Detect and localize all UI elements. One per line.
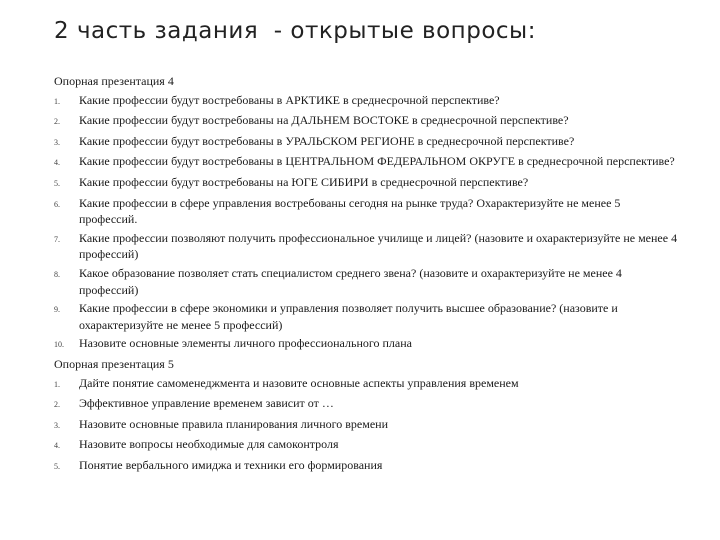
list-item — [54, 230, 679, 263]
item-number: 8. — [54, 269, 60, 279]
list-item — [54, 395, 679, 414]
item-text: Какие профессии будут востребованы в АРКТИКЕ в среднесрочной перспективе? — [79, 92, 500, 107]
section-presentation-5 — [54, 356, 679, 476]
item-text: Дайте понятие самоменеджмента и назовите основные аспекты управления временем — [79, 375, 519, 390]
item-text: Какие профессии будут востребованы на ДАЛЬНЕМ ВОСТОКЕ в среднесрочной перспективе? — [79, 113, 569, 128]
item-number: 5. — [54, 178, 60, 188]
list-item — [54, 457, 679, 476]
item-text: Назовите вопросы необходимые для самоконтроля — [79, 437, 339, 452]
item-text: Какие профессии в сфере экономики и управления позволяет получить высшее образование? (назовите и охарактеризуйте не менее 5 профессий) — [79, 301, 618, 332]
list-item — [54, 112, 679, 131]
item-text: Какие профессии в сфере управления востребованы сегодня на рынке труда? Охарактеризуйте не менее 5 профессий. — [79, 195, 621, 227]
item-number: 4. — [54, 441, 60, 451]
slide-title: 2 часть задания - открытые вопросы: — [54, 18, 536, 44]
item-text: Какие профессии будут востребованы в УРАЛЬСКОМ РЕГИОНЕ в среднесрочной перспективе? — [79, 133, 575, 148]
list-item — [54, 265, 679, 298]
list-item — [54, 436, 679, 455]
item-number: 1. — [54, 379, 60, 389]
item-number: 6. — [54, 199, 60, 209]
item-number: 10. — [54, 340, 64, 350]
item-text: Назовите основные элементы личного профессионального плана — [79, 336, 412, 351]
item-text: Какие профессии будут востребованы на ЮГЕ СИБИРИ в среднесрочной перспективе? — [79, 174, 529, 189]
question-list — [54, 92, 679, 354]
item-number: 2. — [54, 400, 60, 410]
item-text: Какие профессии будут востребованы в ЦЕНТРАЛЬНОМ ФЕДЕРАЛЬНОМ ОКРУГЕ в среднесрочной перспективе? — [79, 154, 675, 169]
item-number: 4. — [54, 158, 60, 168]
question-list — [54, 375, 679, 476]
section-heading: Опорная презентация 5 — [54, 356, 174, 371]
list-item — [54, 416, 679, 435]
item-number: 3. — [54, 137, 60, 147]
item-text: Назовите основные правила планирования личного времени — [79, 416, 389, 431]
item-number: 9. — [54, 305, 60, 315]
list-item — [54, 195, 679, 228]
item-number: 7. — [54, 234, 60, 244]
section-heading: Опорная презентация 4 — [54, 74, 174, 88]
item-text: Понятие вербального имиджа и техники его формирования — [79, 457, 383, 472]
item-number: 5. — [54, 461, 60, 471]
list-item — [54, 300, 679, 333]
list-item — [54, 335, 679, 354]
slide-content — [54, 73, 679, 477]
list-item — [54, 174, 679, 193]
list-item — [54, 133, 679, 152]
section-presentation-4 — [54, 73, 679, 354]
list-item — [54, 153, 679, 172]
list-item — [54, 375, 679, 394]
list-item — [54, 92, 679, 111]
item-text: Какие профессии позволяют получить профессиональное училище и лицей? (назовите и охарактеризуйте не менее 4 профессий) — [79, 230, 678, 262]
item-text: Какое образование позволяет стать специалистом среднего звена? (назовите и охарактеризуйте не менее 4 профессий) — [79, 265, 622, 297]
item-number: 3. — [54, 420, 60, 430]
item-number: 1. — [54, 96, 60, 106]
item-number: 2. — [54, 117, 60, 127]
item-text: Эффективное управление временем зависит от … — [79, 396, 334, 411]
